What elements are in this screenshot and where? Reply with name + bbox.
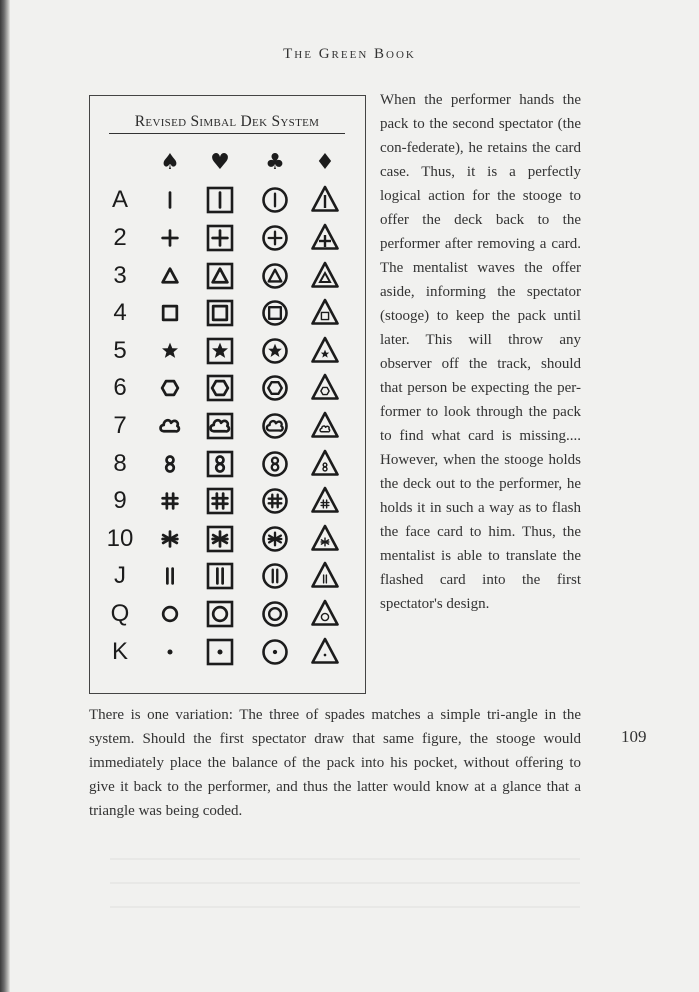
queen-of-diamond-symbol-icon [300,595,350,633]
three-of-spade-symbol-icon [145,257,195,295]
rank-label: Q [110,599,130,627]
table-row-eight [90,445,367,483]
king-of-diamond-symbol-icon [300,633,350,671]
rank-label: 9 [113,487,127,515]
heart-icon: ♥ [210,150,230,176]
two-of-club-symbol-icon [250,219,300,257]
ten-of-spade-symbol-icon [145,520,195,558]
queen-of-heart-symbol-icon [195,595,245,633]
rank-label: 2 [113,223,127,251]
king-of-spade-symbol-icon [145,633,195,671]
eight-of-heart-symbol-icon [195,445,245,483]
ace-of-club-symbol-icon [250,182,300,220]
three-of-heart-symbol-icon [195,257,245,295]
table-row-three [90,257,367,295]
three-of-diamond-symbol-icon [300,257,350,295]
queen-of-club-symbol-icon [250,595,300,633]
jack-of-heart-symbol-icon [195,558,245,596]
ten-of-club-symbol-icon [250,520,300,558]
rank-label: A [111,186,128,214]
eight-of-spade-symbol-icon [145,445,195,483]
symbol-grid [90,144,367,670]
five-of-spade-symbol-icon [145,332,195,370]
ten-of-heart-symbol-icon [195,520,245,558]
spade-icon: ♠ [160,150,180,176]
jack-of-spade-symbol-icon [145,558,195,596]
suit-header-row [90,144,367,182]
seven-of-heart-symbol-icon [195,407,245,445]
king-of-club-symbol-icon [250,633,300,671]
nine-of-heart-symbol-icon [195,482,245,520]
six-of-diamond-symbol-icon [300,370,350,408]
rank-label: 4 [113,299,127,327]
table-row-queen [90,595,367,633]
table-row-four [90,294,367,332]
table-title: Revised Simbal Dek System [109,113,345,134]
paragraph-column-text: When the performer hands the pack to the second spectator (the con-federate), he retains the card case. Thus, it is a perfectly logical action for the stooge to offer the deck back to the performer after removing a card. The mentalist waves the offer aside, informing the spectator (stooge) to keep the pack until later. This will throw any observer off the track, should that person be expecting the per-former to look through the pack to find what card is missing.... However, when the stooge holds the deck out to the performer, he holds it in such a way as to flash the face card to him. Thus, the mentalist is able to translate the flashed card into the first spectator's design. [380,92,581,612]
rank-label: 7 [113,411,127,439]
eight-of-diamond-symbol-icon [300,445,350,483]
diamond-icon: ♦ [315,150,335,176]
table-row-ace [90,182,367,220]
six-of-club-symbol-icon [250,370,300,408]
table-row-nine [90,482,367,520]
five-of-heart-symbol-icon [195,332,245,370]
rank-label: K [111,637,128,665]
page-number: 109 [621,727,647,746]
queen-of-spade-symbol-icon [145,595,195,633]
seven-of-club-symbol-icon [250,407,300,445]
table-row-five [90,332,367,370]
seven-of-spade-symbol-icon [145,407,195,445]
table-row-seven [90,407,367,445]
table-row-king [90,633,367,671]
four-of-diamond-symbol-icon [300,294,350,332]
jack-of-diamond-symbol-icon [300,558,350,596]
table-row-jack [90,558,367,596]
five-of-club-symbol-icon [250,332,300,370]
nine-of-club-symbol-icon [250,482,300,520]
ten-of-diamond-symbol-icon [300,520,350,558]
two-of-spade-symbol-icon [145,219,195,257]
eight-of-club-symbol-icon [250,445,300,483]
bleed-through-text [110,858,580,918]
book-spine-shadow [0,0,10,992]
two-of-heart-symbol-icon [195,219,245,257]
simbal-dek-table [89,95,366,694]
four-of-heart-symbol-icon [195,294,245,332]
header-blank [98,144,142,182]
five-of-diamond-symbol-icon [300,332,350,370]
rank-label: 3 [113,261,127,289]
four-of-spade-symbol-icon [145,294,195,332]
rank-label: 6 [113,374,127,402]
jack-of-club-symbol-icon [250,558,300,596]
nine-of-diamond-symbol-icon [300,482,350,520]
ace-of-heart-symbol-icon [195,182,245,220]
six-of-heart-symbol-icon [195,370,245,408]
six-of-spade-symbol-icon [145,370,195,408]
table-row-ten [90,520,367,558]
rank-label: J [114,562,126,590]
seven-of-diamond-symbol-icon [300,407,350,445]
ace-of-spade-symbol-icon [145,182,195,220]
table-row-six [90,370,367,408]
four-of-club-symbol-icon [250,294,300,332]
nine-of-spade-symbol-icon [145,482,195,520]
paragraph-variation: There is one variation: The three of spades matches a simple tri-angle in the system. Should the first spectator draw that same figure, the stooge would immediately place the balance of the pack into his pocket, without offering to give it back to the performer, and thus the latter would know at a glance that a triangle was being coded. [89,707,581,819]
king-of-heart-symbol-icon [195,633,245,671]
three-of-club-symbol-icon [250,257,300,295]
table-row-two [90,219,367,257]
club-icon: ♣ [265,150,285,176]
rank-label: 8 [113,449,127,477]
running-head: The Green Book [283,46,416,62]
two-of-diamond-symbol-icon [300,219,350,257]
ace-of-diamond-symbol-icon [300,182,350,220]
rank-label: 10 [106,524,134,552]
rank-label: 5 [113,336,127,364]
